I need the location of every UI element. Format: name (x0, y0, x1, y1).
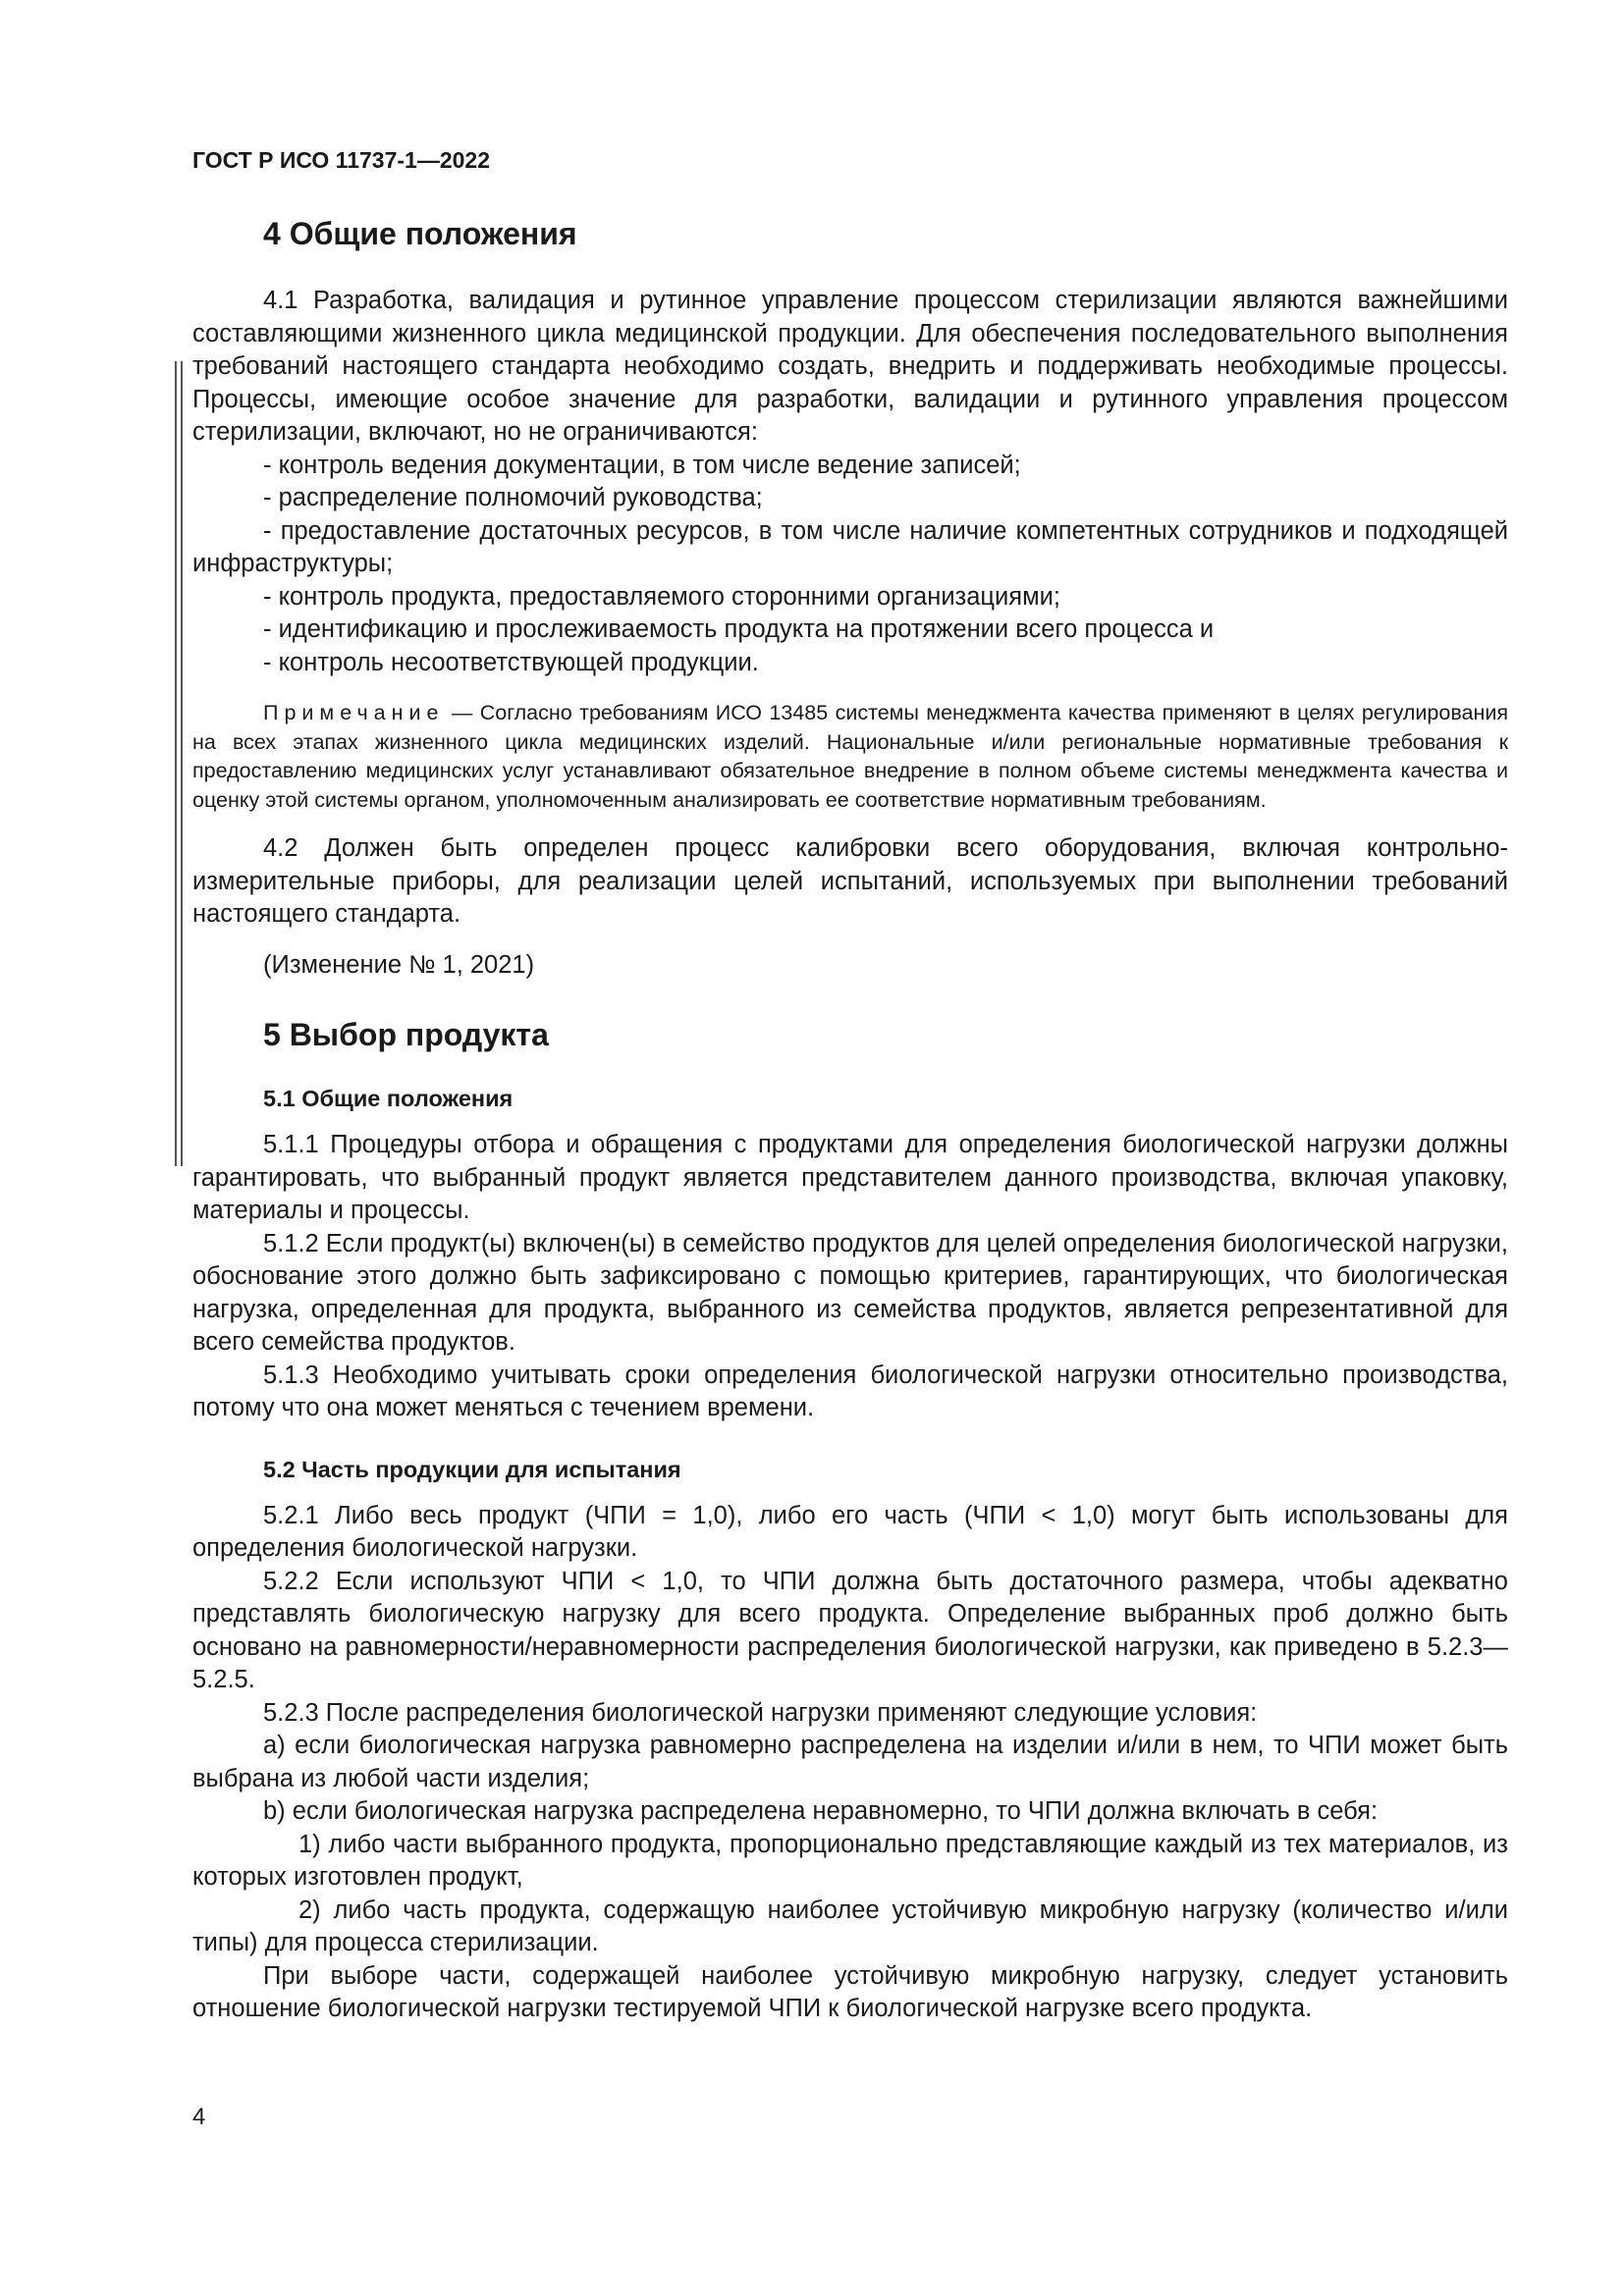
paragraph-final: При выборе части, содержащей наиболее устойчивую микробную нагрузку, следует установить отношение биологической нагрузки тестируемой ЧПИ к биологической нагрузке всего продукта. (192, 1961, 1508, 2022)
section-5-title: 5 Выбор продукта (263, 1017, 549, 1052)
paragraph-5-1-2: 5.1.2 Если продукт(ы) включен(ы) в семейство продуктов для целей определения биологической нагрузки, обоснование этого должно быть зафиксировано с помощью критериев, гарантирующих, что биологическая нагрузка, определенная для продукта, выбранного из семейства продуктов, является репрезентативной для всего семейства продуктов. (192, 1229, 1508, 1356)
list-item-b: b) если биологическая нагрузка распределена неравномерно, то ЧПИ должна включать в себя: (263, 1797, 1379, 1825)
list-item: - контроль продукта, предоставляемого сторонними организациями; (263, 582, 1060, 611)
subsection-5-1-title: 5.1 Общие положения (263, 1086, 514, 1111)
paragraph-4-2: 4.2 Должен быть определен процесс калибровки всего оборудования, включая контрольно-измерительные приборы, для реализации целей испытаний, используемых при выполнении требований настоящего стандарта. (192, 834, 1508, 928)
paragraph-5-2-2: 5.2.2 Если используют ЧПИ < 1,0, то ЧПИ должна быть достаточного размера, чтобы адекватно представлять биологическую нагрузку для всего продукта. Определение выбранных проб должно быть основано на равномерности/неравномерности распределения биологической нагрузки, как приведено в 5.2.3—5.2.5. (192, 1567, 1508, 1693)
change-marker-bars (175, 361, 183, 1166)
page-number: 4 (192, 2104, 206, 2130)
list-item: - распределение полномочий руководства; (263, 484, 763, 511)
note (192, 699, 1508, 815)
paragraph-5-2-3: 5.2.3 После распределения биологической нагрузки применяют следующие условия: (263, 1698, 1258, 1727)
list-item: - идентификацию и прослеживаемость продукта на протяжении всего процесса и (263, 615, 1215, 643)
subsection-5-2-title: 5.2 Часть продукции для испытания (263, 1456, 681, 1482)
list-item-a: a) если биологическая нагрузка равномерно распределена на изделии и/или в нем, то ЧПИ может быть выбрана из любой части изделия; (192, 1732, 1508, 1792)
note-text: — Согласно требованиям ИСО 13485 системы менеджмента качества применяют в целях регулирования на всех этапах жизненного цикла медицинских изделий. Национальные и/или региональные нормативные требования к предоставлению медицинских услуг устанавливают обязательное внедрение в полном объеме системы менеджмента качества и оценку этой системы органом, уполномоченным анализировать ее соответствие нормативным требованиям. (192, 701, 1508, 812)
list-item: - контроль несоответствующей продукции. (263, 648, 759, 676)
changed-block (192, 285, 1508, 932)
paragraph-5-2-1: 5.2.1 Либо весь продукт (ЧПИ = 1,0), либо его часть (ЧПИ < 1,0) могут быть использованы для определения биологической нагрузки. (192, 1501, 1508, 1562)
section-4-title: 4 Общие положения (263, 216, 577, 251)
list-item: - предоставление достаточных ресурсов, в том числе наличие компетентных сотрудников и подходящей инфраструктуры; (192, 516, 1508, 577)
paragraph-4-1: 4.1 Разработка, валидация и рутинное управление процессом стерилизации являются важнейшими составляющими жизненного цикла медицинской продукции. Для обеспечения последовательного выполнения требований настоящего стандарта необходимо создать, внедрить и поддерживать необходимые процессы. Процессы, имеющие особое значение для разработки, валидации и рутинного управления процессом стерилизации, включают, но не ограничиваются: (192, 287, 1508, 446)
list-item-b-1: 1) либо части выбранного продукта, пропорционально представляющие каждый из тех материалов, из которых изготовлен продукт, (192, 1830, 1508, 1891)
note-label: Примечание (263, 701, 445, 724)
document-header: ГОСТ Р ИСО 11737-1—2022 (192, 147, 490, 173)
list-item-b-2: 2) либо часть продукта, содержащую наиболее устойчивую микробную нагрузку (количество и/или типы) для процесса стерилизации. (192, 1896, 1508, 1956)
paragraph-5-1-3: 5.1.3 Необходимо учитывать сроки определения биологической нагрузки относительно производства, потому что она может меняться с течением времени. (192, 1361, 1508, 1421)
page-content (192, 214, 1508, 2026)
paragraph-5-1-1: 5.1.1 Процедуры отбора и обращения с продуктами для определения биологической нагрузки должны гарантировать, что выбранный продукт является представителем данного производства, включая упаковку, материалы и процессы. (192, 1131, 1508, 1224)
list-item: - контроль ведения документации, в том числе ведение записей; (263, 451, 1021, 479)
change-reference: (Изменение № 1, 2021) (263, 950, 535, 979)
